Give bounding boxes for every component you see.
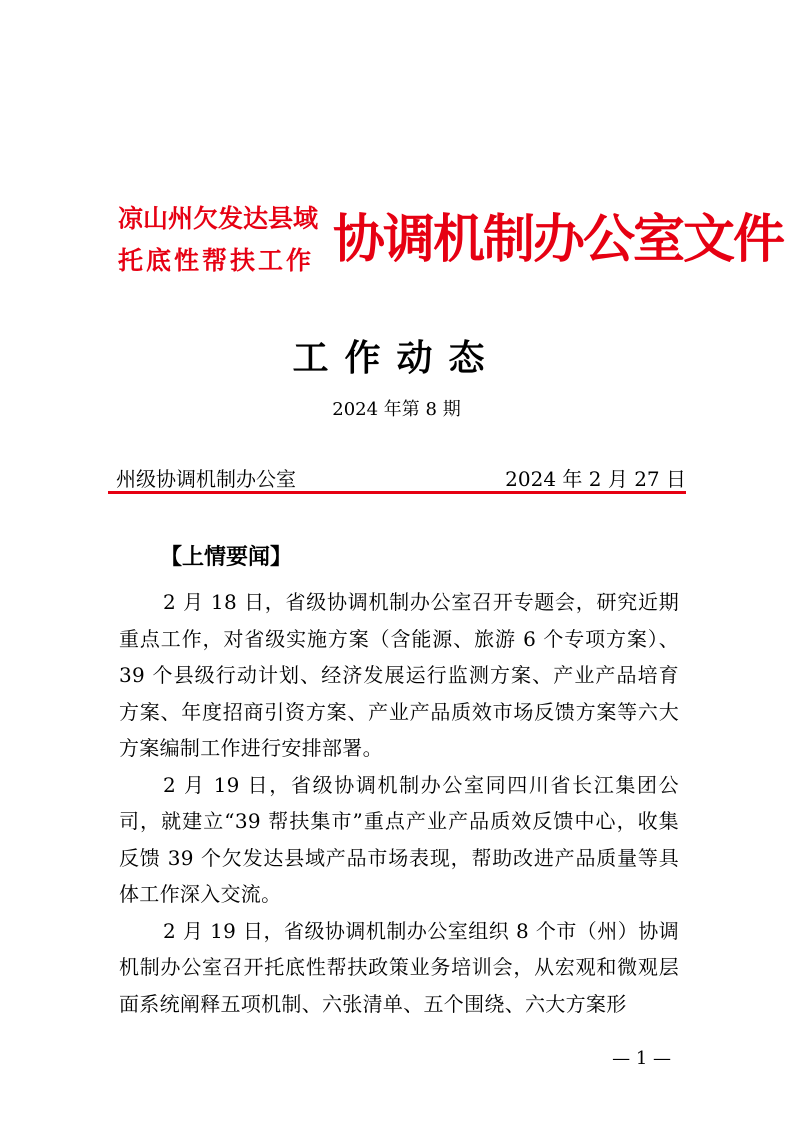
page-number: — 1 — [612, 1048, 671, 1069]
paragraph-3: 2 月 19 日，省级协调机制办公室组织 8 个市（州）协调机制办公室召开托底性帮扶政策业务培训会，从宏观和微观层面系统阐释五项机制、六张清单、五个围绕、六大方案形 [119, 918, 679, 1016]
issuing-organization [118, 198, 328, 282]
issuer-name: 州级协调机制办公室 [116, 467, 296, 491]
issue-date: 2024 年 2 月 27 日 [505, 467, 686, 491]
bulletin-title: 工作动态 [292, 337, 501, 379]
org-line-2: 托底性帮扶工作 [118, 246, 315, 275]
body-text [119, 584, 679, 1022]
section-heading: 【上情要闻】 [160, 545, 293, 570]
red-masthead [118, 198, 784, 288]
document-type-title: 协调机制办公室文件 [333, 209, 784, 270]
org-line-1: 凉山州欠发达县域 [118, 204, 319, 233]
paragraph-2: 2 月 19 日，省级协调机制办公室同四川省长江集团公司，就建立“39 帮扶集市”重点产业产品质效反馈中心，收集反馈 39 个欠发达县域产品市场表现，帮助改进产品质量等具体工作深入交流。 [119, 772, 679, 906]
issue-number: 2024 年第 8 期 [332, 399, 461, 420]
issuer-row [108, 465, 686, 493]
paragraph-1: 2 月 18 日，省级协调机制办公室召开专题会，研究近期重点工作，对省级实施方案（含能源、旅游 6 个专项方案）、39 个县级行动计划、经济发展运行监测方案、产业产品培育方案、年度招商引资方案、产业产品质效市场反馈方案等六大方案编制工作进行安排部署。 [119, 590, 679, 760]
red-divider-line [108, 491, 686, 494]
